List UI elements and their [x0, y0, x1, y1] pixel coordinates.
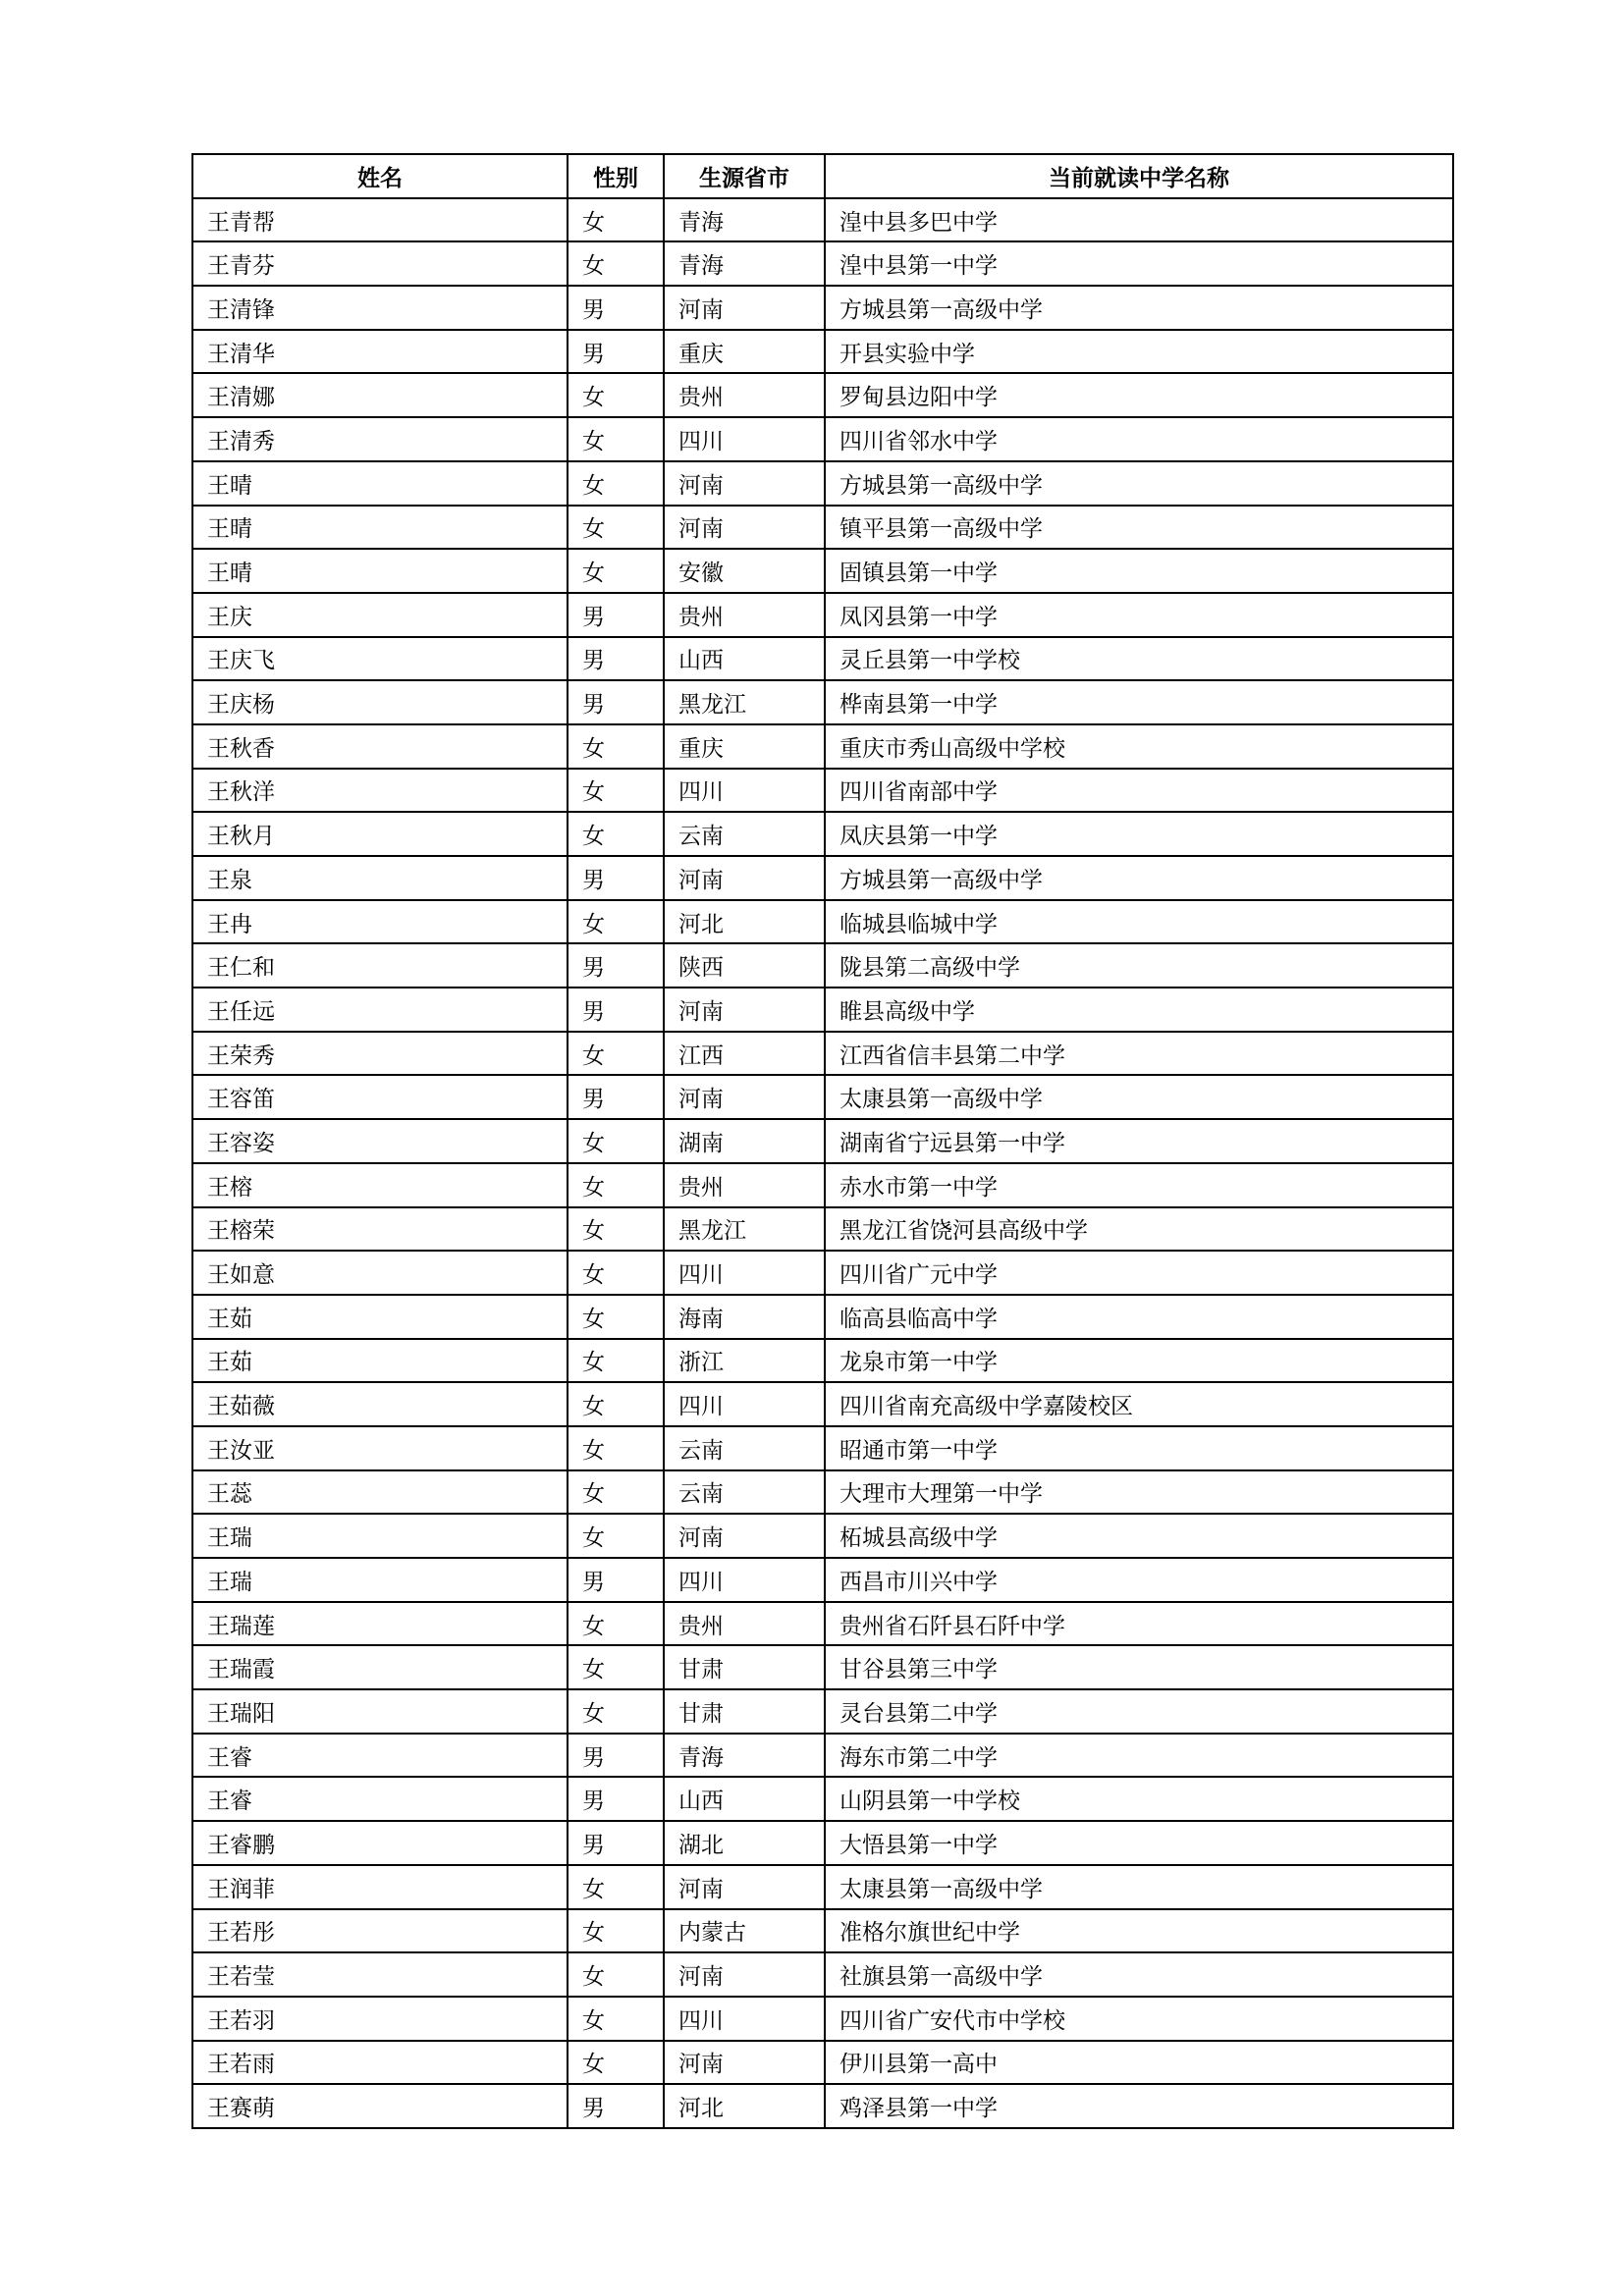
- cell-province: 重庆: [664, 330, 825, 374]
- table-row: [192, 549, 1453, 593]
- cell-name: 王润菲: [192, 1865, 568, 1909]
- cell-gender: 女: [568, 241, 664, 286]
- cell-province: 河南: [664, 856, 825, 900]
- table-row: [192, 1382, 1453, 1426]
- cell-gender: 男: [568, 943, 664, 988]
- cell-school: 凤庆县第一中学: [825, 812, 1453, 856]
- cell-name: 王青帮: [192, 198, 568, 242]
- cell-name: 王睿: [192, 1777, 568, 1821]
- cell-name: 王晴: [192, 549, 568, 593]
- table-row: [192, 724, 1453, 769]
- cell-province: 河南: [664, 286, 825, 330]
- cell-gender: 女: [568, 1119, 664, 1163]
- cell-name: 王晴: [192, 506, 568, 550]
- cell-province: 湖南: [664, 1119, 825, 1163]
- table-row: [192, 1207, 1453, 1252]
- cell-province: 甘肃: [664, 1645, 825, 1689]
- table-row: [192, 1558, 1453, 1602]
- cell-gender: 女: [568, 549, 664, 593]
- cell-province: 河南: [664, 1075, 825, 1119]
- cell-school: 柘城县高级中学: [825, 1514, 1453, 1558]
- cell-school: 四川省邻水中学: [825, 417, 1453, 461]
- cell-province: 河南: [664, 1865, 825, 1909]
- cell-gender: 女: [568, 1207, 664, 1252]
- cell-gender: 女: [568, 1426, 664, 1470]
- cell-province: 湖北: [664, 1821, 825, 1865]
- cell-name: 王秋洋: [192, 769, 568, 813]
- cell-name: 王秋香: [192, 724, 568, 769]
- table-row: [192, 1997, 1453, 2041]
- cell-school: 固镇县第一中学: [825, 549, 1453, 593]
- header-gender: 性别: [568, 154, 664, 198]
- cell-province: 河北: [664, 2084, 825, 2128]
- cell-name: 王睿鹏: [192, 1821, 568, 1865]
- table-row: [192, 1163, 1453, 1207]
- cell-school: 江西省信丰县第二中学: [825, 1032, 1453, 1076]
- cell-name: 王蕊: [192, 1470, 568, 1515]
- cell-gender: 男: [568, 1075, 664, 1119]
- cell-gender: 女: [568, 198, 664, 242]
- table-row: [192, 988, 1453, 1032]
- cell-school: 凤冈县第一中学: [825, 593, 1453, 637]
- cell-province: 贵州: [664, 593, 825, 637]
- table-row: [192, 241, 1453, 286]
- table-row: [192, 1470, 1453, 1515]
- cell-province: 四川: [664, 1997, 825, 2041]
- cell-school: 灵台县第二中学: [825, 1689, 1453, 1734]
- cell-gender: 女: [568, 1952, 664, 1997]
- table-row: [192, 198, 1453, 242]
- cell-name: 王青芬: [192, 241, 568, 286]
- cell-gender: 男: [568, 680, 664, 724]
- table-row: [192, 417, 1453, 461]
- cell-gender: 男: [568, 637, 664, 681]
- table-row: [192, 506, 1453, 550]
- table-row: [192, 593, 1453, 637]
- table-row: [192, 1032, 1453, 1076]
- cell-name: 王瑞: [192, 1558, 568, 1602]
- table-row: [192, 1952, 1453, 1997]
- cell-province: 云南: [664, 1426, 825, 1470]
- cell-province: 重庆: [664, 724, 825, 769]
- cell-school: 甘谷县第三中学: [825, 1645, 1453, 1689]
- table-row: [192, 1251, 1453, 1295]
- cell-gender: 女: [568, 1514, 664, 1558]
- cell-school: 社旗县第一高级中学: [825, 1952, 1453, 1997]
- table-row: [192, 2084, 1453, 2128]
- cell-province: 青海: [664, 241, 825, 286]
- cell-name: 王容笛: [192, 1075, 568, 1119]
- cell-gender: 男: [568, 1821, 664, 1865]
- cell-province: 江西: [664, 1032, 825, 1076]
- cell-school: 昭通市第一中学: [825, 1426, 1453, 1470]
- cell-school: 赤水市第一中学: [825, 1163, 1453, 1207]
- table-row: [192, 1821, 1453, 1865]
- cell-school: 罗甸县边阳中学: [825, 373, 1453, 417]
- cell-school: 湖南省宁远县第一中学: [825, 1119, 1453, 1163]
- table-row: [192, 1865, 1453, 1909]
- table-row: [192, 1689, 1453, 1734]
- cell-name: 王榕荣: [192, 1207, 568, 1252]
- cell-gender: 女: [568, 2041, 664, 2085]
- cell-name: 王任远: [192, 988, 568, 1032]
- cell-name: 王瑞霞: [192, 1645, 568, 1689]
- table-row: [192, 461, 1453, 506]
- cell-province: 黑龙江: [664, 1207, 825, 1252]
- cell-province: 河南: [664, 1514, 825, 1558]
- header-province: 生源省市: [664, 154, 825, 198]
- cell-gender: 女: [568, 1997, 664, 2041]
- cell-province: 贵州: [664, 1602, 825, 1646]
- cell-school: 大悟县第一中学: [825, 1821, 1453, 1865]
- cell-province: 河北: [664, 900, 825, 944]
- cell-province: 青海: [664, 198, 825, 242]
- table-row: [192, 1514, 1453, 1558]
- cell-gender: 女: [568, 1645, 664, 1689]
- cell-gender: 男: [568, 330, 664, 374]
- cell-school: 临高县临高中学: [825, 1295, 1453, 1339]
- cell-province: 河南: [664, 988, 825, 1032]
- cell-province: 陕西: [664, 943, 825, 988]
- cell-province: 内蒙古: [664, 1909, 825, 1953]
- table-row: [192, 943, 1453, 988]
- cell-school: 重庆市秀山高级中学校: [825, 724, 1453, 769]
- cell-province: 贵州: [664, 1163, 825, 1207]
- cell-name: 王睿: [192, 1734, 568, 1778]
- table-row: [192, 1734, 1453, 1778]
- table-row: [192, 1777, 1453, 1821]
- cell-province: 甘肃: [664, 1689, 825, 1734]
- table-row: [192, 637, 1453, 681]
- cell-gender: 女: [568, 812, 664, 856]
- cell-school: 开县实验中学: [825, 330, 1453, 374]
- table-row: [192, 1295, 1453, 1339]
- cell-name: 王若莹: [192, 1952, 568, 1997]
- cell-school: 大理市大理第一中学: [825, 1470, 1453, 1515]
- cell-gender: 男: [568, 856, 664, 900]
- cell-name: 王庆杨: [192, 680, 568, 724]
- cell-school: 龙泉市第一中学: [825, 1339, 1453, 1383]
- cell-gender: 女: [568, 1032, 664, 1076]
- cell-name: 王汝亚: [192, 1426, 568, 1470]
- table-body: [192, 198, 1453, 2128]
- cell-name: 王茹: [192, 1339, 568, 1383]
- table-row: [192, 1119, 1453, 1163]
- table-row: [192, 1645, 1453, 1689]
- cell-name: 王泉: [192, 856, 568, 900]
- table-row: [192, 1339, 1453, 1383]
- table-header-row: [192, 154, 1453, 198]
- cell-name: 王若雨: [192, 2041, 568, 2085]
- cell-gender: 女: [568, 1470, 664, 1515]
- cell-gender: 女: [568, 1689, 664, 1734]
- cell-province: 四川: [664, 1558, 825, 1602]
- cell-name: 王容姿: [192, 1119, 568, 1163]
- student-table: [191, 153, 1454, 2129]
- cell-gender: 男: [568, 1777, 664, 1821]
- cell-gender: 男: [568, 1734, 664, 1778]
- table-row: [192, 286, 1453, 330]
- cell-name: 王秋月: [192, 812, 568, 856]
- cell-gender: 男: [568, 2084, 664, 2128]
- table-row: [192, 812, 1453, 856]
- cell-gender: 女: [568, 1295, 664, 1339]
- cell-name: 王如意: [192, 1251, 568, 1295]
- table-row: [192, 856, 1453, 900]
- cell-school: 方城县第一高级中学: [825, 286, 1453, 330]
- cell-name: 王若羽: [192, 1997, 568, 2041]
- cell-name: 王瑞阳: [192, 1689, 568, 1734]
- table-row: [192, 1426, 1453, 1470]
- cell-province: 云南: [664, 1470, 825, 1515]
- cell-province: 四川: [664, 1251, 825, 1295]
- cell-school: 四川省广安代市中学校: [825, 1997, 1453, 2041]
- cell-school: 镇平县第一高级中学: [825, 506, 1453, 550]
- cell-province: 山西: [664, 637, 825, 681]
- cell-school: 睢县高级中学: [825, 988, 1453, 1032]
- cell-province: 河南: [664, 461, 825, 506]
- cell-province: 四川: [664, 1382, 825, 1426]
- cell-gender: 女: [568, 1602, 664, 1646]
- cell-province: 青海: [664, 1734, 825, 1778]
- cell-gender: 女: [568, 461, 664, 506]
- cell-gender: 女: [568, 417, 664, 461]
- cell-school: 湟中县第一中学: [825, 241, 1453, 286]
- cell-province: 安徽: [664, 549, 825, 593]
- cell-school: 方城县第一高级中学: [825, 461, 1453, 506]
- cell-province: 贵州: [664, 373, 825, 417]
- table-row: [192, 1909, 1453, 1953]
- cell-name: 王茹: [192, 1295, 568, 1339]
- header-school: 当前就读中学名称: [825, 154, 1453, 198]
- cell-name: 王庆: [192, 593, 568, 637]
- cell-gender: 男: [568, 1558, 664, 1602]
- cell-name: 王荣秀: [192, 1032, 568, 1076]
- cell-gender: 男: [568, 593, 664, 637]
- cell-province: 黑龙江: [664, 680, 825, 724]
- cell-gender: 男: [568, 286, 664, 330]
- header-name: 姓名: [192, 154, 568, 198]
- cell-gender: 女: [568, 1865, 664, 1909]
- cell-name: 王清锋: [192, 286, 568, 330]
- cell-school: 湟中县多巴中学: [825, 198, 1453, 242]
- cell-gender: 女: [568, 724, 664, 769]
- table-row: [192, 2041, 1453, 2085]
- cell-name: 王瑞莲: [192, 1602, 568, 1646]
- cell-province: 云南: [664, 812, 825, 856]
- cell-province: 河南: [664, 506, 825, 550]
- cell-school: 海东市第二中学: [825, 1734, 1453, 1778]
- cell-school: 准格尔旗世纪中学: [825, 1909, 1453, 1953]
- cell-province: 浙江: [664, 1339, 825, 1383]
- cell-name: 王瑞: [192, 1514, 568, 1558]
- cell-school: 太康县第一高级中学: [825, 1075, 1453, 1119]
- table-row: [192, 900, 1453, 944]
- table-row: [192, 680, 1453, 724]
- cell-gender: 女: [568, 769, 664, 813]
- table-row: [192, 769, 1453, 813]
- cell-school: 伊川县第一高中: [825, 2041, 1453, 2085]
- cell-school: 山阴县第一中学校: [825, 1777, 1453, 1821]
- cell-school: 陇县第二高级中学: [825, 943, 1453, 988]
- cell-gender: 女: [568, 1339, 664, 1383]
- cell-name: 王仁和: [192, 943, 568, 988]
- cell-name: 王清娜: [192, 373, 568, 417]
- cell-province: 河南: [664, 2041, 825, 2085]
- cell-school: 贵州省石阡县石阡中学: [825, 1602, 1453, 1646]
- cell-gender: 女: [568, 1251, 664, 1295]
- cell-name: 王庆飞: [192, 637, 568, 681]
- cell-name: 王冉: [192, 900, 568, 944]
- table-row: [192, 1075, 1453, 1119]
- cell-school: 灵丘县第一中学校: [825, 637, 1453, 681]
- cell-school: 方城县第一高级中学: [825, 856, 1453, 900]
- cell-school: 鸡泽县第一中学: [825, 2084, 1453, 2128]
- cell-gender: 女: [568, 506, 664, 550]
- cell-school: 桦南县第一中学: [825, 680, 1453, 724]
- cell-school: 四川省南部中学: [825, 769, 1453, 813]
- cell-name: 王晴: [192, 461, 568, 506]
- cell-school: 临城县临城中学: [825, 900, 1453, 944]
- cell-school: 四川省南充高级中学嘉陵校区: [825, 1382, 1453, 1426]
- cell-province: 河南: [664, 1952, 825, 1997]
- cell-name: 王清华: [192, 330, 568, 374]
- cell-gender: 男: [568, 988, 664, 1032]
- cell-name: 王若彤: [192, 1909, 568, 1953]
- cell-school: 太康县第一高级中学: [825, 1865, 1453, 1909]
- cell-school: 西昌市川兴中学: [825, 1558, 1453, 1602]
- cell-province: 山西: [664, 1777, 825, 1821]
- cell-name: 王榕: [192, 1163, 568, 1207]
- cell-school: 黑龙江省饶河县高级中学: [825, 1207, 1453, 1252]
- cell-province: 海南: [664, 1295, 825, 1339]
- cell-gender: 女: [568, 1909, 664, 1953]
- table-row: [192, 330, 1453, 374]
- cell-name: 王清秀: [192, 417, 568, 461]
- table-row: [192, 373, 1453, 417]
- cell-province: 四川: [664, 417, 825, 461]
- cell-name: 王赛萌: [192, 2084, 568, 2128]
- cell-gender: 女: [568, 1382, 664, 1426]
- cell-gender: 女: [568, 900, 664, 944]
- table-row: [192, 1602, 1453, 1646]
- cell-gender: 女: [568, 1163, 664, 1207]
- cell-gender: 女: [568, 373, 664, 417]
- cell-name: 王茹薇: [192, 1382, 568, 1426]
- cell-province: 四川: [664, 769, 825, 813]
- cell-school: 四川省广元中学: [825, 1251, 1453, 1295]
